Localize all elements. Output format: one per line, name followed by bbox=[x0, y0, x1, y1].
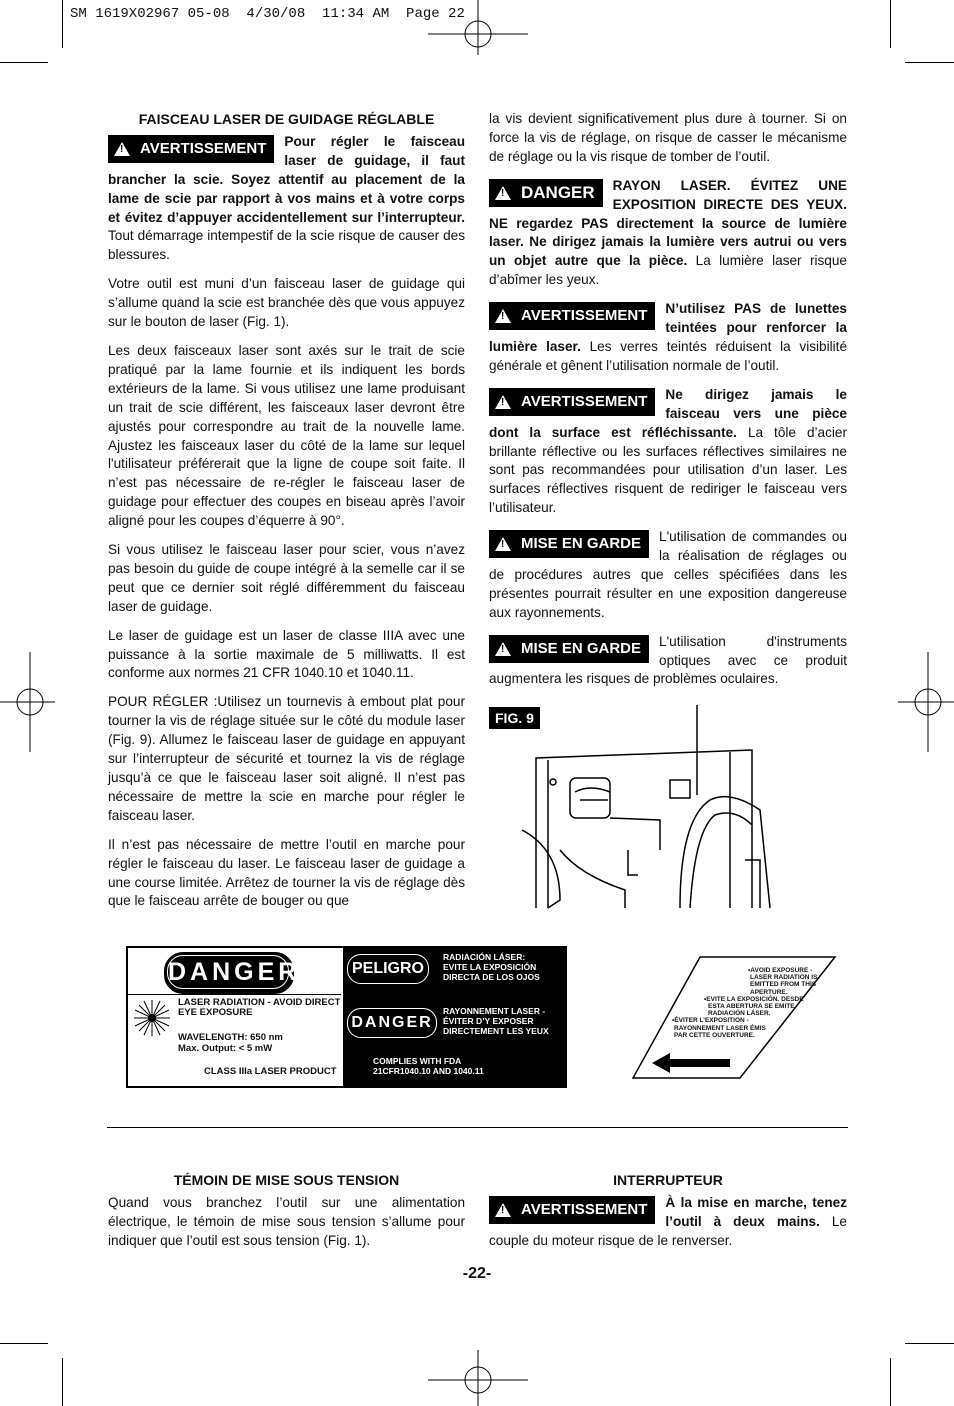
caution-block-1: ! MISE EN GARDE L'utilisation de commandes ou la réalisation de réglages ou de procédures autres que celles spécifiées dans les présentes pourrait résulter en une exposition dangereuse aux rayonnements. bbox=[489, 529, 847, 620]
label-line: •AVOID EXPOSURE - bbox=[748, 967, 813, 974]
switch-section bbox=[489, 1171, 847, 1261]
warning-badge: ! AVERTISSEMENT bbox=[108, 135, 274, 163]
label-line: RAYONNEMENT LASER - bbox=[443, 1006, 546, 1016]
registration-mark-bottom bbox=[428, 1350, 528, 1406]
label-wavelength: WAVELENGTH: 650 nm bbox=[178, 1032, 283, 1043]
registration-mark-right bbox=[898, 652, 954, 752]
label-class: CLASS IIIa LASER PRODUCT bbox=[204, 1066, 337, 1077]
warning-block-3: ! AVERTISSEMENT Ne dirigez jamais le faisceau vers une pièce dont la surface est réfléchissante. La tôle d’acier brillante réflective ou les surfaces réflectives similaires ne sont pas recommandées pour utilisation d’un laser. Les surfaces réflectives risquent de rediriger le faisceau vers l’utilisateur. bbox=[489, 386, 848, 516]
heading-adjustable-laser: FAISCEAU LASER DE GUIDAGE RÉGLABLE bbox=[138, 111, 435, 127]
label-line: EVITE LA EXPOSICIÓN bbox=[443, 962, 537, 972]
label-line: ÉVITER D’Y EXPOSER bbox=[443, 1016, 534, 1026]
label-line: RADIACIÓN LÁSER. bbox=[708, 1010, 771, 1018]
label-output: Max. Output: < 5 mW bbox=[178, 1043, 273, 1054]
warning-triangle-icon: ! bbox=[114, 142, 130, 156]
aperture-label-text bbox=[672, 967, 818, 1039]
warning-triangle-icon: ! bbox=[495, 1203, 511, 1217]
label-line: •EVITE LA EXPOSICIÓN. DESDE bbox=[704, 995, 804, 1003]
label-line: DIRECTEMENT LES YEUX bbox=[443, 1026, 549, 1036]
label-line: PAR CETTE OUVERTURE. bbox=[674, 1031, 755, 1039]
label-line: LASER RADIATION IS bbox=[750, 974, 818, 982]
warning-badge: ! AVERTISSEMENT bbox=[489, 1196, 655, 1224]
paragraph: Quand vous branchez l’outil sur une alimentation électrique, le témoin de mise sous tension s’allume pour indiquer que l’outil est sous tension (Fig. 1). bbox=[108, 1194, 465, 1248]
print-slug: SM 1619X02967 05-08 4/30/08 11:34 AM Page 22 bbox=[70, 6, 465, 22]
warning-triangle-icon: ! bbox=[495, 395, 511, 409]
danger-word: DANGER bbox=[167, 955, 289, 989]
label-line: DIRECTA DE LOS OJOS bbox=[443, 972, 540, 982]
warning-triangle-icon: ! bbox=[495, 309, 511, 323]
right-column bbox=[489, 110, 847, 699]
peligro-word: PELIGRO bbox=[347, 954, 429, 984]
left-column bbox=[108, 110, 465, 921]
label-line: APERTURE. bbox=[750, 988, 788, 996]
power-indicator-section bbox=[108, 1171, 465, 1261]
caution-block-2: ! MISE EN GARDE L'utilisation d'instruments optiques avec ce produit augmentera les risques de problèmes oculaires. bbox=[489, 633, 847, 687]
figure-label: FIG. 9 bbox=[489, 707, 540, 729]
warning-triangle-icon: ! bbox=[495, 642, 511, 656]
caution-badge: ! MISE EN GARDE bbox=[489, 635, 649, 663]
heading-switch: INTERRUPTEUR bbox=[613, 1172, 723, 1188]
registration-mark-left bbox=[0, 652, 60, 752]
label-line: ESTA ABERTURA SE EMITE bbox=[708, 1003, 795, 1011]
paragraph: Si vous utilisez le faisceau laser pour scier, vous n’avez pas besoin du guide de coupe intégré à la semelle car il se peut que ce dernier soit réglé différemment du faisceau laser de guidage. bbox=[108, 542, 465, 614]
warning-block-switch: ! AVERTISSEMENT À la mise en marche, tenez l’outil à deux mains. Le couple du moteur risque de le renverser. bbox=[489, 1194, 847, 1248]
label-line: EMITTED FROM THIS bbox=[750, 981, 817, 989]
laser-safety-label bbox=[126, 946, 567, 1088]
paragraph: la vis devient significativement plus dure à tourner. Si on force la vis de réglage, on risque de casser le mécanisme de réglage ou la vis risque de tomber de l’outil. bbox=[489, 111, 847, 164]
warning-badge: ! AVERTISSEMENT bbox=[489, 302, 655, 330]
paragraph: Votre outil est muni d’un faisceau laser de guidage qui s’allume quand la scie est branchée dès que vous appuyez sur le bouton de laser (Fig. 1). bbox=[108, 276, 465, 330]
danger-block: ! DANGER RAYON LASER. ÉVITEZ UNE EXPOSITION DIRECTE DES YEUX. NE regardez PAS directement la source de lumière laser. Ne dirigez jamais la lumière vers autrui ou vers un objet autre que la pièce. La lumière laser risque d’abîmer les yeux. bbox=[489, 177, 847, 288]
page-number: -22- bbox=[462, 1265, 492, 1282]
label-line: LASER RADIATION - AVOID DIRECT bbox=[178, 997, 341, 1008]
label-english-panel bbox=[128, 948, 341, 1086]
paragraph: Il n’est pas nécessaire de mettre l’outil en marche pour régler le faisceau du laser. Le faisceau laser de guidage a une course limitée. Arrêtez de tourner la vis de réglage dès que le faisceau arrête de bouger ou que bbox=[108, 836, 465, 909]
danger-badge: ! DANGER bbox=[489, 179, 603, 207]
heading-power-indicator: TÉMOIN DE MISE SOUS TENSION bbox=[173, 1172, 400, 1188]
registration-mark-top bbox=[428, 0, 528, 60]
warning-block-2: ! AVERTISSEMENT N’utilisez PAS de lunettes teintées pour renforcer la lumière laser. Les verres teintés réduisent la visibilité générale et gênent l’utilisation normale de l’outil. bbox=[489, 301, 848, 373]
caution-badge: ! MISE EN GARDE bbox=[489, 530, 649, 558]
laser-module-illustration bbox=[520, 700, 780, 910]
label-line: RADIACIÓN LÁSER: bbox=[443, 952, 526, 962]
danger-word-fr: DANGER bbox=[347, 1008, 437, 1038]
paragraph: Le laser de guidage est un laser de classe IIIA avec une puissance à la sortie maximale de 5 milliwatts. Il est conforme aux normes 21 CFR 1040.10 et 1040.11. bbox=[108, 627, 465, 681]
label-line: •ÉVITER L’EXPOSITION - bbox=[672, 1017, 749, 1025]
laser-starburst-icon bbox=[134, 1000, 170, 1036]
label-line: EYE EXPOSURE bbox=[178, 1007, 253, 1018]
label-line: 21CFR1040.10 AND 1040.11 bbox=[373, 1066, 484, 1076]
label-line: COMPLIES WITH FDA bbox=[373, 1056, 462, 1066]
label-translation-panel bbox=[343, 948, 565, 1086]
paragraph: Les deux faisceaux laser sont axés sur le trait de scie pratiqué par la lame fournie et ils indiquent les bords extérieurs de la lame. Si vous utilisez une lame produisant un trait de scie différent, les faisceaux laser devront être ajustés pour correspondre au trait de la nouvelle lame. Ajustez les faisceaux laser du côté de la lame sur lequel l'utilisateur préférerait que la ligne de coupe soit faite. Il n’est pas nécessaire de re-régler le faisceau laser de guidage pour effectuer des coupes en biseau après l’avoir aligné pour les coupes d’équerre à 90°. bbox=[108, 342, 465, 529]
warning-block-1: ! AVERTISSEMENT Pour régler le faisceau laser de guidage, il faut brancher la scie. Soyez attentif au placement de la lame de scie par rapport à vos mains et à votre corps et évitez d’appuyer accidentellement sur l’interrupteur. Tout démarrage intempestif de la scie risque de causer des blessures. bbox=[108, 133, 465, 263]
warning-triangle-icon: ! bbox=[495, 186, 511, 200]
warning-triangle-icon: ! bbox=[495, 537, 511, 551]
section-divider bbox=[107, 1127, 848, 1128]
paragraph: POUR RÉGLER :Utilisez un tournevis à embout plat pour tourner la vis de réglage située sur le côté du module laser (Fig. 9). Allumez le faisceau laser de guidage en appuyant sur l’interrupteur de sécurité et tournez la vis de réglage jusqu’à ce que le faisceau laser soit aligné. Il n’est pas nécessaire de mettre la scie en marche pour régler le faisceau laser. bbox=[108, 694, 465, 823]
warning-badge: ! AVERTISSEMENT bbox=[489, 388, 655, 416]
label-line: RAYONNEMENT LASER ÉMIS bbox=[674, 1024, 766, 1032]
